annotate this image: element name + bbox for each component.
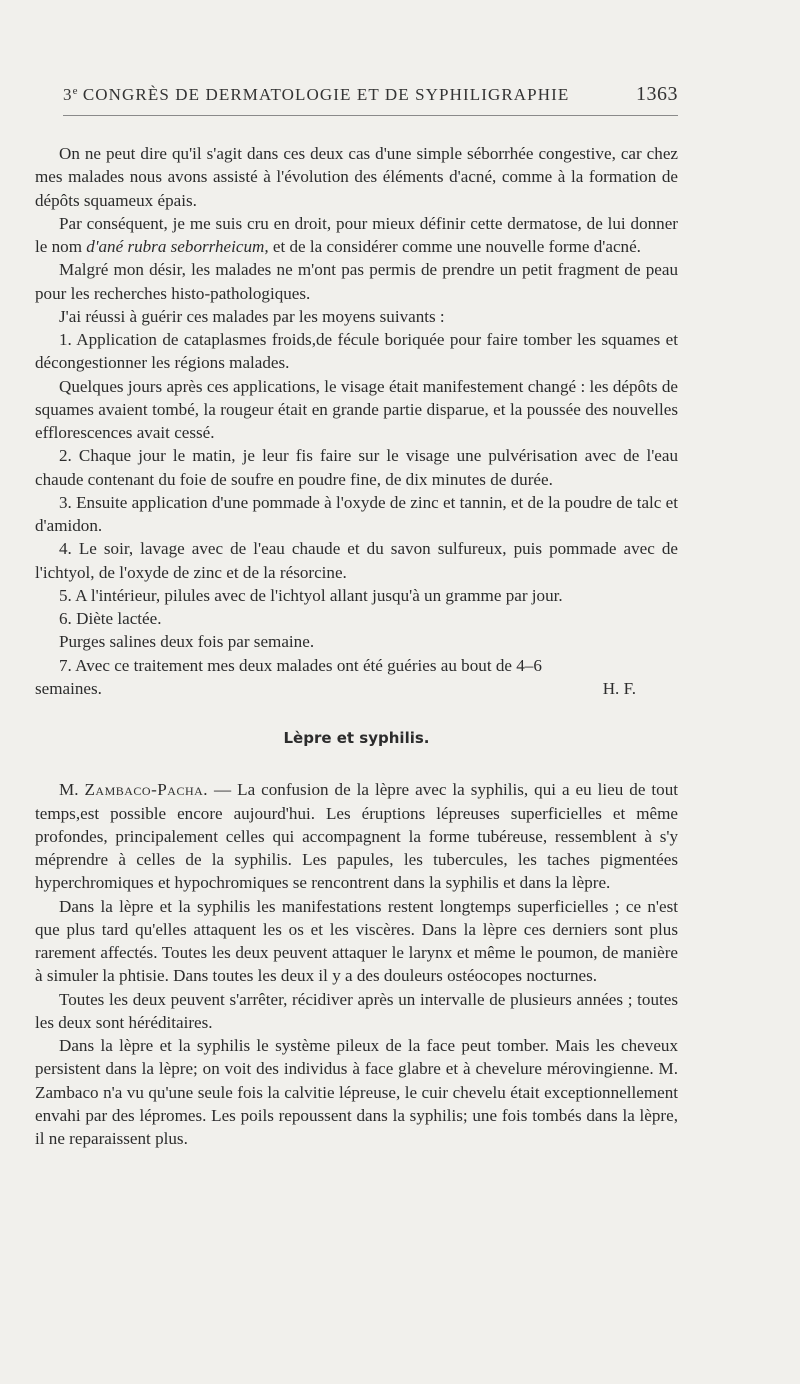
text-run: Par conséquent, je me suis cru en droit, pour mieux définir cette dermatose, de lui donner le nom	[35, 213, 678, 256]
body-text	[35, 142, 678, 1150]
paragraph: Dans la lèpre et la syphilis les manifestations restent longtemps superficielles ; ce n'est que plus tard qu'elles attaquent les os et les viscères. Dans la lèpre ces derniers sont plus rarement affectés. Toutes les deux peuvent attaquer le larynx et même le poumon, de manière à simuler la phtisie. Dans toutes les deux il y a des douleurs ostéocopes nocturnes.	[35, 896, 678, 986]
signature-line	[35, 677, 678, 700]
text-run: et de la considérer comme une nouvelle forme d'acné.	[268, 237, 641, 256]
paragraph: Quelques jours après ces applications, le visage était manifestement changé : les dépôts de squames avaient tombé, la rougeur était en grande partie disparue, et la poussée des nouvelles efflorescences avait cessé.	[35, 376, 678, 442]
paragraph: Malgré mon désir, les malades ne m'ont pas permis de prendre un petit fragment de peau pour les recherches histo-pathologiques.	[35, 260, 678, 303]
paragraph: Toutes les deux peuvent s'arrêter, récidiver après un intervalle de plusieurs années ; toutes les deux sont héréditaires.	[35, 989, 678, 1032]
paragraph: 2. Chaque jour le matin, je leur fis faire sur le visage une pulvérisation avec de l'eau chaude contenant du foie de soufre en poudre fine, de dix minutes de durée.	[35, 446, 678, 489]
speaker-name: Zambaco-Pacha.	[84, 780, 209, 800]
header-title-text: CONGRÈS DE DERMATOLOGIE ET DE SYPHILIGRAPHIE	[82, 85, 570, 104]
section-heading: Lèpre et syphilis.	[283, 729, 430, 747]
header-ordinal: 3	[63, 85, 73, 104]
paragraph	[35, 212, 678, 259]
text-run: semaines.	[35, 678, 102, 698]
paragraph: Purges salines deux fois par semaine.	[59, 632, 315, 652]
paragraph: 1. Application de cataplasmes froids,de fécule boriquée pour faire tomber les squames et décongestionner les régions malades.	[35, 330, 678, 373]
paragraph: 6. Diète lactée.	[59, 609, 162, 628]
text-run: — La confusion de la lèpre avec la syphilis, qui a eu lieu de tout temps,est possible encore aujourd'hui. Les éruptions lépreuses superficielles et même profondes, principalement celles qui accompagnent la forme tubéreuse, ressemblent à s'y méprendre à celles de la syphilis. Les papules, les tubercules, les taches pigmentées hyperchromiques et hypochromiques se rencontrent dans la syphilis et dans la lèpre.	[35, 780, 679, 893]
paragraph	[35, 778, 678, 894]
header-title	[63, 85, 569, 105]
italic-term: d'ané rubra seborrheicum,	[86, 237, 269, 256]
paragraph: 3. Ensuite application d'une pommade à l'oxyde de zinc et tannin, et de la poudre de talc et d'amidon.	[35, 492, 678, 535]
paragraph: 5. A l'intérieur, pilules avec de l'ichtyol allant jusqu'à un gramme par jour.	[59, 585, 563, 605]
speaker-prefix: M.	[59, 780, 85, 800]
paragraph: Dans la lèpre et la syphilis le système pileux de la face peut tomber. Mais les cheveux persistent dans la lèpre; on voit des individus à face glabre et à chevelure mérovingienne. M. Zambaco n'a vu qu'une seule fois la calvitie lépreuse, le cuir chevelu était exceptionnellement envahi par des lépromes. Les poils repoussent dans la syphilis; une fois tombés dans la lèpre, il ne reparaissent plus.	[35, 1036, 678, 1148]
paragraph: 7. Avec ce traitement mes deux malades ont été guéries au bout de 4–6	[59, 655, 542, 675]
paragraph: On ne peut dire qu'il s'agit dans ces deux cas d'une simple séborrhée congestive, car chez mes malades nous avons assisté à l'évolution des éléments d'acné, comme à la formation de dépôts squameux épais.	[35, 144, 678, 210]
header-ordinal-sup: e	[72, 85, 78, 97]
page-number: 1363	[636, 83, 678, 105]
running-header	[63, 83, 678, 116]
paragraph: J'ai réussi à guérir ces malades par les moyens suivants :	[59, 306, 445, 326]
signature: H. F.	[602, 678, 636, 698]
paragraph: 4. Le soir, lavage avec de l'eau chaude et du savon sulfureux, puis pommade avec de l'ichtyol, de l'oxyde de zinc et de la résorcine.	[35, 539, 678, 582]
